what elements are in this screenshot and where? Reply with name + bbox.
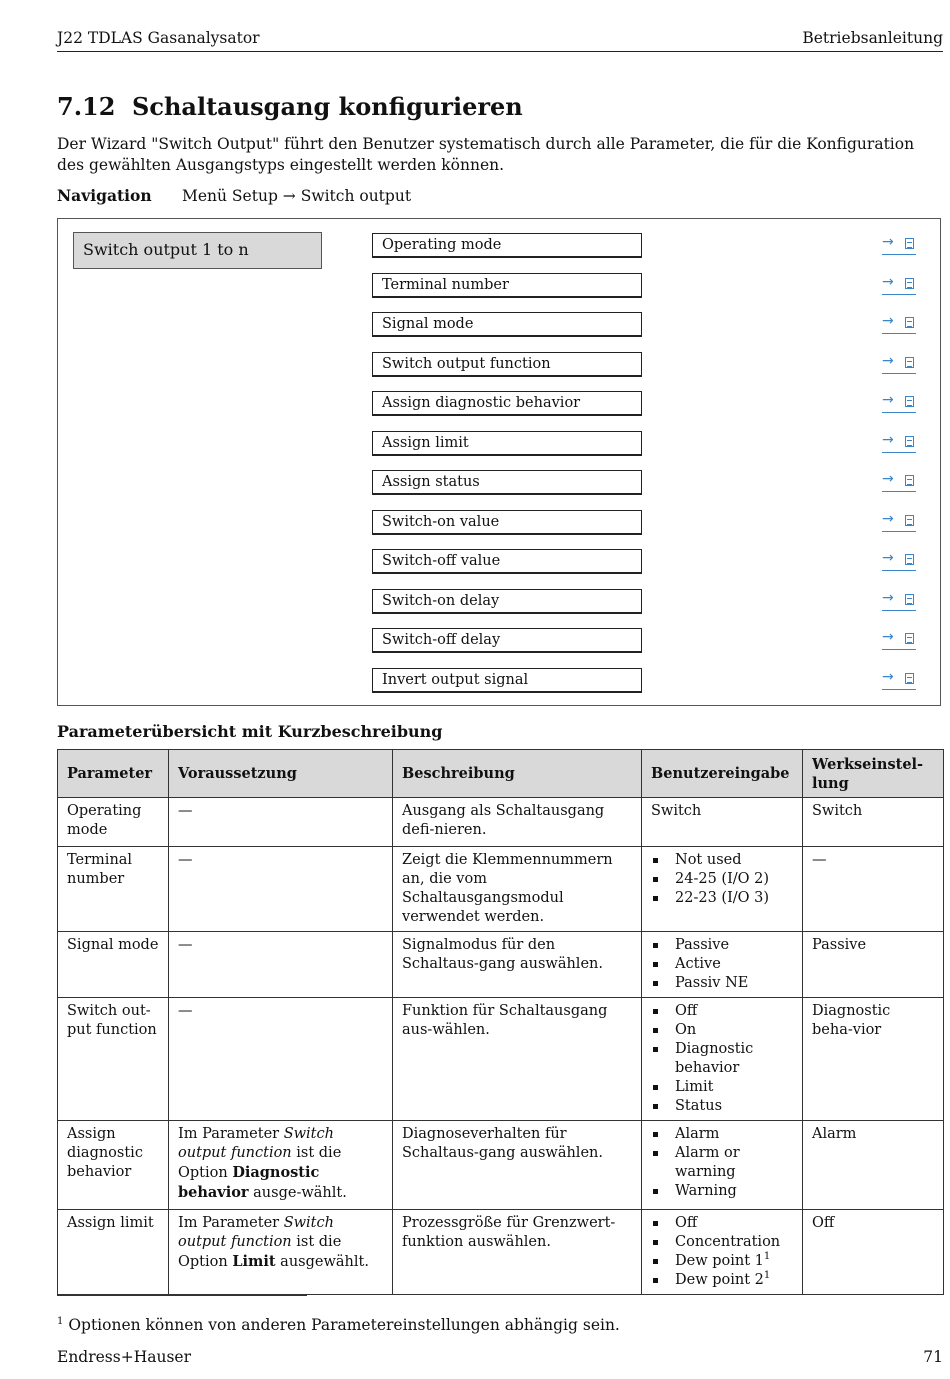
link-arrow: → bbox=[882, 392, 894, 408]
cell-prerequisite: Im Parameter Switch output function ist die Option Diagnostic behavior ausge-wählt. bbox=[169, 1121, 393, 1210]
menu-item-switch-output-function: Switch output function bbox=[372, 352, 642, 377]
menu-item-assign-status: Assign status bbox=[372, 470, 642, 495]
document-icon bbox=[905, 633, 914, 644]
cell-description: Funktion für Schaltausgang aus-wählen. bbox=[393, 998, 642, 1121]
cell-prerequisite: — bbox=[169, 847, 393, 932]
link-arrow: → bbox=[882, 669, 894, 685]
intro-paragraph: Der Wizard "Switch Output" führt den Benutzer systematisch durch alle Parameter, die für die Konfiguration des gewählten Ausgangstyps eingestellt werden können. bbox=[57, 135, 915, 174]
menu-item-terminal-number: Terminal number bbox=[372, 273, 642, 298]
menu-item-assign-limit: Assign limit bbox=[372, 431, 642, 456]
cell-factory-setting: — bbox=[803, 847, 944, 932]
menu-link-assign-limit[interactable] bbox=[882, 434, 916, 453]
parameter-table bbox=[57, 749, 944, 1295]
cell-parameter: Switch out-put function bbox=[58, 998, 169, 1121]
list-item: Dew point $1^1$ bbox=[651, 1252, 794, 1271]
link-arrow: → bbox=[882, 629, 894, 645]
menu-link-switch-on-value[interactable] bbox=[882, 513, 916, 532]
cell-description: Diagnoseverhalten für Schaltaus-gang auswählen. bbox=[393, 1121, 642, 1210]
cell-factory-setting: Alarm bbox=[803, 1121, 944, 1210]
table-row bbox=[58, 932, 944, 998]
cell-prerequisite: — bbox=[169, 798, 393, 847]
menu-item-switch-off-delay: Switch-off delay bbox=[372, 628, 642, 653]
cell-factory-setting: Passive bbox=[803, 932, 944, 998]
menu-link-signal-mode[interactable] bbox=[882, 315, 916, 334]
menu-link-switch-on-delay[interactable] bbox=[882, 592, 916, 611]
section-heading bbox=[57, 92, 523, 121]
footnote-ref: 1 bbox=[763, 1270, 771, 1282]
footnote-text: Optionen können von anderen Parametereinstellungen abhängig sein. bbox=[68, 1316, 620, 1335]
list-item: Off bbox=[651, 1002, 794, 1021]
menu-item-switch-on-delay: Switch-on delay bbox=[372, 589, 642, 614]
cell-parameter: Assign diagnostic behavior bbox=[58, 1121, 169, 1210]
page-number: 71 bbox=[923, 1348, 943, 1366]
document-icon bbox=[905, 515, 914, 526]
link-arrow: → bbox=[882, 590, 894, 606]
cell-parameter: Terminal number bbox=[58, 847, 169, 932]
menu-item-switch-off-value: Switch-off value bbox=[372, 549, 642, 574]
cell-description: Zeigt die Klemmennummern an, die vom Schaltausgangsmodul verwendet werden. bbox=[393, 847, 642, 932]
table-row bbox=[58, 847, 944, 932]
list-item: Warning bbox=[651, 1182, 794, 1201]
list-item: Alarm bbox=[651, 1125, 794, 1144]
cell-user-input bbox=[642, 932, 803, 998]
table-row bbox=[58, 798, 944, 847]
navigation-line bbox=[57, 186, 411, 205]
header-parameter: Parameter bbox=[58, 750, 169, 798]
section-title: Schaltausgang konfigurieren bbox=[132, 92, 523, 121]
cell-user-input: Switch bbox=[642, 798, 803, 847]
section-number: 7.12 bbox=[57, 92, 116, 121]
header-prerequisite: Voraussetzung bbox=[169, 750, 393, 798]
header-user-input: Benutzereingabe bbox=[642, 750, 803, 798]
link-arrow: → bbox=[882, 511, 894, 527]
link-arrow: → bbox=[882, 471, 894, 487]
link-arrow: → bbox=[882, 234, 894, 250]
menu-item-invert-output-signal: Invert output signal bbox=[372, 668, 642, 693]
menu-structure bbox=[57, 218, 941, 706]
list-item: Limit bbox=[651, 1078, 794, 1097]
footer-company: Endress+Hauser bbox=[57, 1348, 191, 1366]
cell-prerequisite: — bbox=[169, 932, 393, 998]
table-header-row bbox=[58, 750, 944, 798]
list-item: Active bbox=[651, 955, 794, 974]
table-row bbox=[58, 1210, 944, 1295]
cell-factory-setting: Diagnostic beha-vior bbox=[803, 998, 944, 1121]
list-item: On bbox=[651, 1021, 794, 1040]
cell-factory-setting: Switch bbox=[803, 798, 944, 847]
list-item: Passiv NE bbox=[651, 974, 794, 993]
header-factory-setting: Werkseinstel-lung bbox=[803, 750, 944, 798]
footnote-ref: 1 bbox=[763, 1251, 771, 1263]
document-icon bbox=[905, 554, 914, 565]
document-icon bbox=[905, 436, 914, 447]
document-icon bbox=[905, 317, 914, 328]
list-item: Not used bbox=[651, 851, 794, 870]
menu-link-switch-off-delay[interactable] bbox=[882, 631, 916, 650]
menu-item-assign-diagnostic-behavior: Assign diagnostic behavior bbox=[372, 391, 642, 416]
link-arrow: → bbox=[882, 550, 894, 566]
header-doc-type: Betriebsanleitung bbox=[802, 29, 943, 47]
document-icon bbox=[905, 673, 914, 684]
document-icon bbox=[905, 396, 914, 407]
list-item: Alarm or warning bbox=[651, 1144, 794, 1182]
cell-description: Signalmodus für den Schaltaus-gang auswählen. bbox=[393, 932, 642, 998]
navigation-label: Navigation bbox=[57, 186, 152, 205]
menu-root-item: Switch output 1 to n bbox=[73, 232, 322, 269]
footnote-mark: 1 bbox=[57, 1316, 64, 1327]
table-title: Parameterübersicht mit Kurzbeschreibung bbox=[57, 722, 443, 741]
list-item: Status bbox=[651, 1097, 794, 1116]
list-item: 24-25 (I/O 2) bbox=[651, 870, 794, 889]
table-row bbox=[58, 1121, 944, 1210]
document-icon bbox=[905, 475, 914, 486]
menu-link-switch-output-function[interactable] bbox=[882, 355, 916, 374]
document-icon bbox=[905, 357, 914, 368]
menu-link-operating-mode[interactable] bbox=[882, 236, 916, 255]
cell-parameter: Assign limit bbox=[58, 1210, 169, 1295]
menu-link-terminal-number[interactable] bbox=[882, 276, 916, 295]
list-item: Dew point $2^1$ bbox=[651, 1271, 794, 1290]
cell-description: Prozessgröße für Grenzwert-funktion auswählen. bbox=[393, 1210, 642, 1295]
cell-parameter: Signal mode bbox=[58, 932, 169, 998]
cell-description: Ausgang als Schaltausgang defi-nieren. bbox=[393, 798, 642, 847]
footnote-divider bbox=[57, 1295, 307, 1296]
cell-user-input bbox=[642, 1210, 803, 1295]
menu-link-invert-output-signal[interactable] bbox=[882, 671, 916, 690]
link-arrow: → bbox=[882, 353, 894, 369]
link-arrow: → bbox=[882, 432, 894, 448]
cell-parameter: Operating mode bbox=[58, 798, 169, 847]
list-item: 22-23 (I/O 3) bbox=[651, 889, 794, 908]
page-header bbox=[57, 27, 943, 52]
cell-prerequisite: Im Parameter Switch output function ist die Option Limit ausgewählt. bbox=[169, 1210, 393, 1295]
cell-factory-setting: Off bbox=[803, 1210, 944, 1295]
link-arrow: → bbox=[882, 313, 894, 329]
menu-item-switch-on-value: Switch-on value bbox=[372, 510, 642, 535]
menu-item-operating-mode: Operating mode bbox=[372, 233, 642, 258]
menu-link-assign-diagnostic-behavior[interactable] bbox=[882, 394, 916, 413]
list-item: Off bbox=[651, 1214, 794, 1233]
header-description: Beschreibung bbox=[393, 750, 642, 798]
table-row bbox=[58, 998, 944, 1121]
document-icon bbox=[905, 278, 914, 289]
list-item: Passive bbox=[651, 936, 794, 955]
menu-item-signal-mode: Signal mode bbox=[372, 312, 642, 337]
link-arrow: → bbox=[882, 274, 894, 290]
document-icon bbox=[905, 238, 914, 249]
document-icon bbox=[905, 594, 914, 605]
footnote bbox=[57, 1316, 620, 1334]
menu-link-assign-status[interactable] bbox=[882, 473, 916, 492]
cell-prerequisite: — bbox=[169, 998, 393, 1121]
list-item: Concentration bbox=[651, 1233, 794, 1252]
header-product: J22 TDLAS Gasanalysator bbox=[57, 29, 260, 47]
navigation-path: Menü Setup → Switch output bbox=[182, 187, 412, 205]
list-item: Diagnostic behavior bbox=[651, 1040, 794, 1078]
menu-link-switch-off-value[interactable] bbox=[882, 552, 916, 571]
cell-user-input bbox=[642, 847, 803, 932]
cell-user-input bbox=[642, 1121, 803, 1210]
cell-user-input bbox=[642, 998, 803, 1121]
